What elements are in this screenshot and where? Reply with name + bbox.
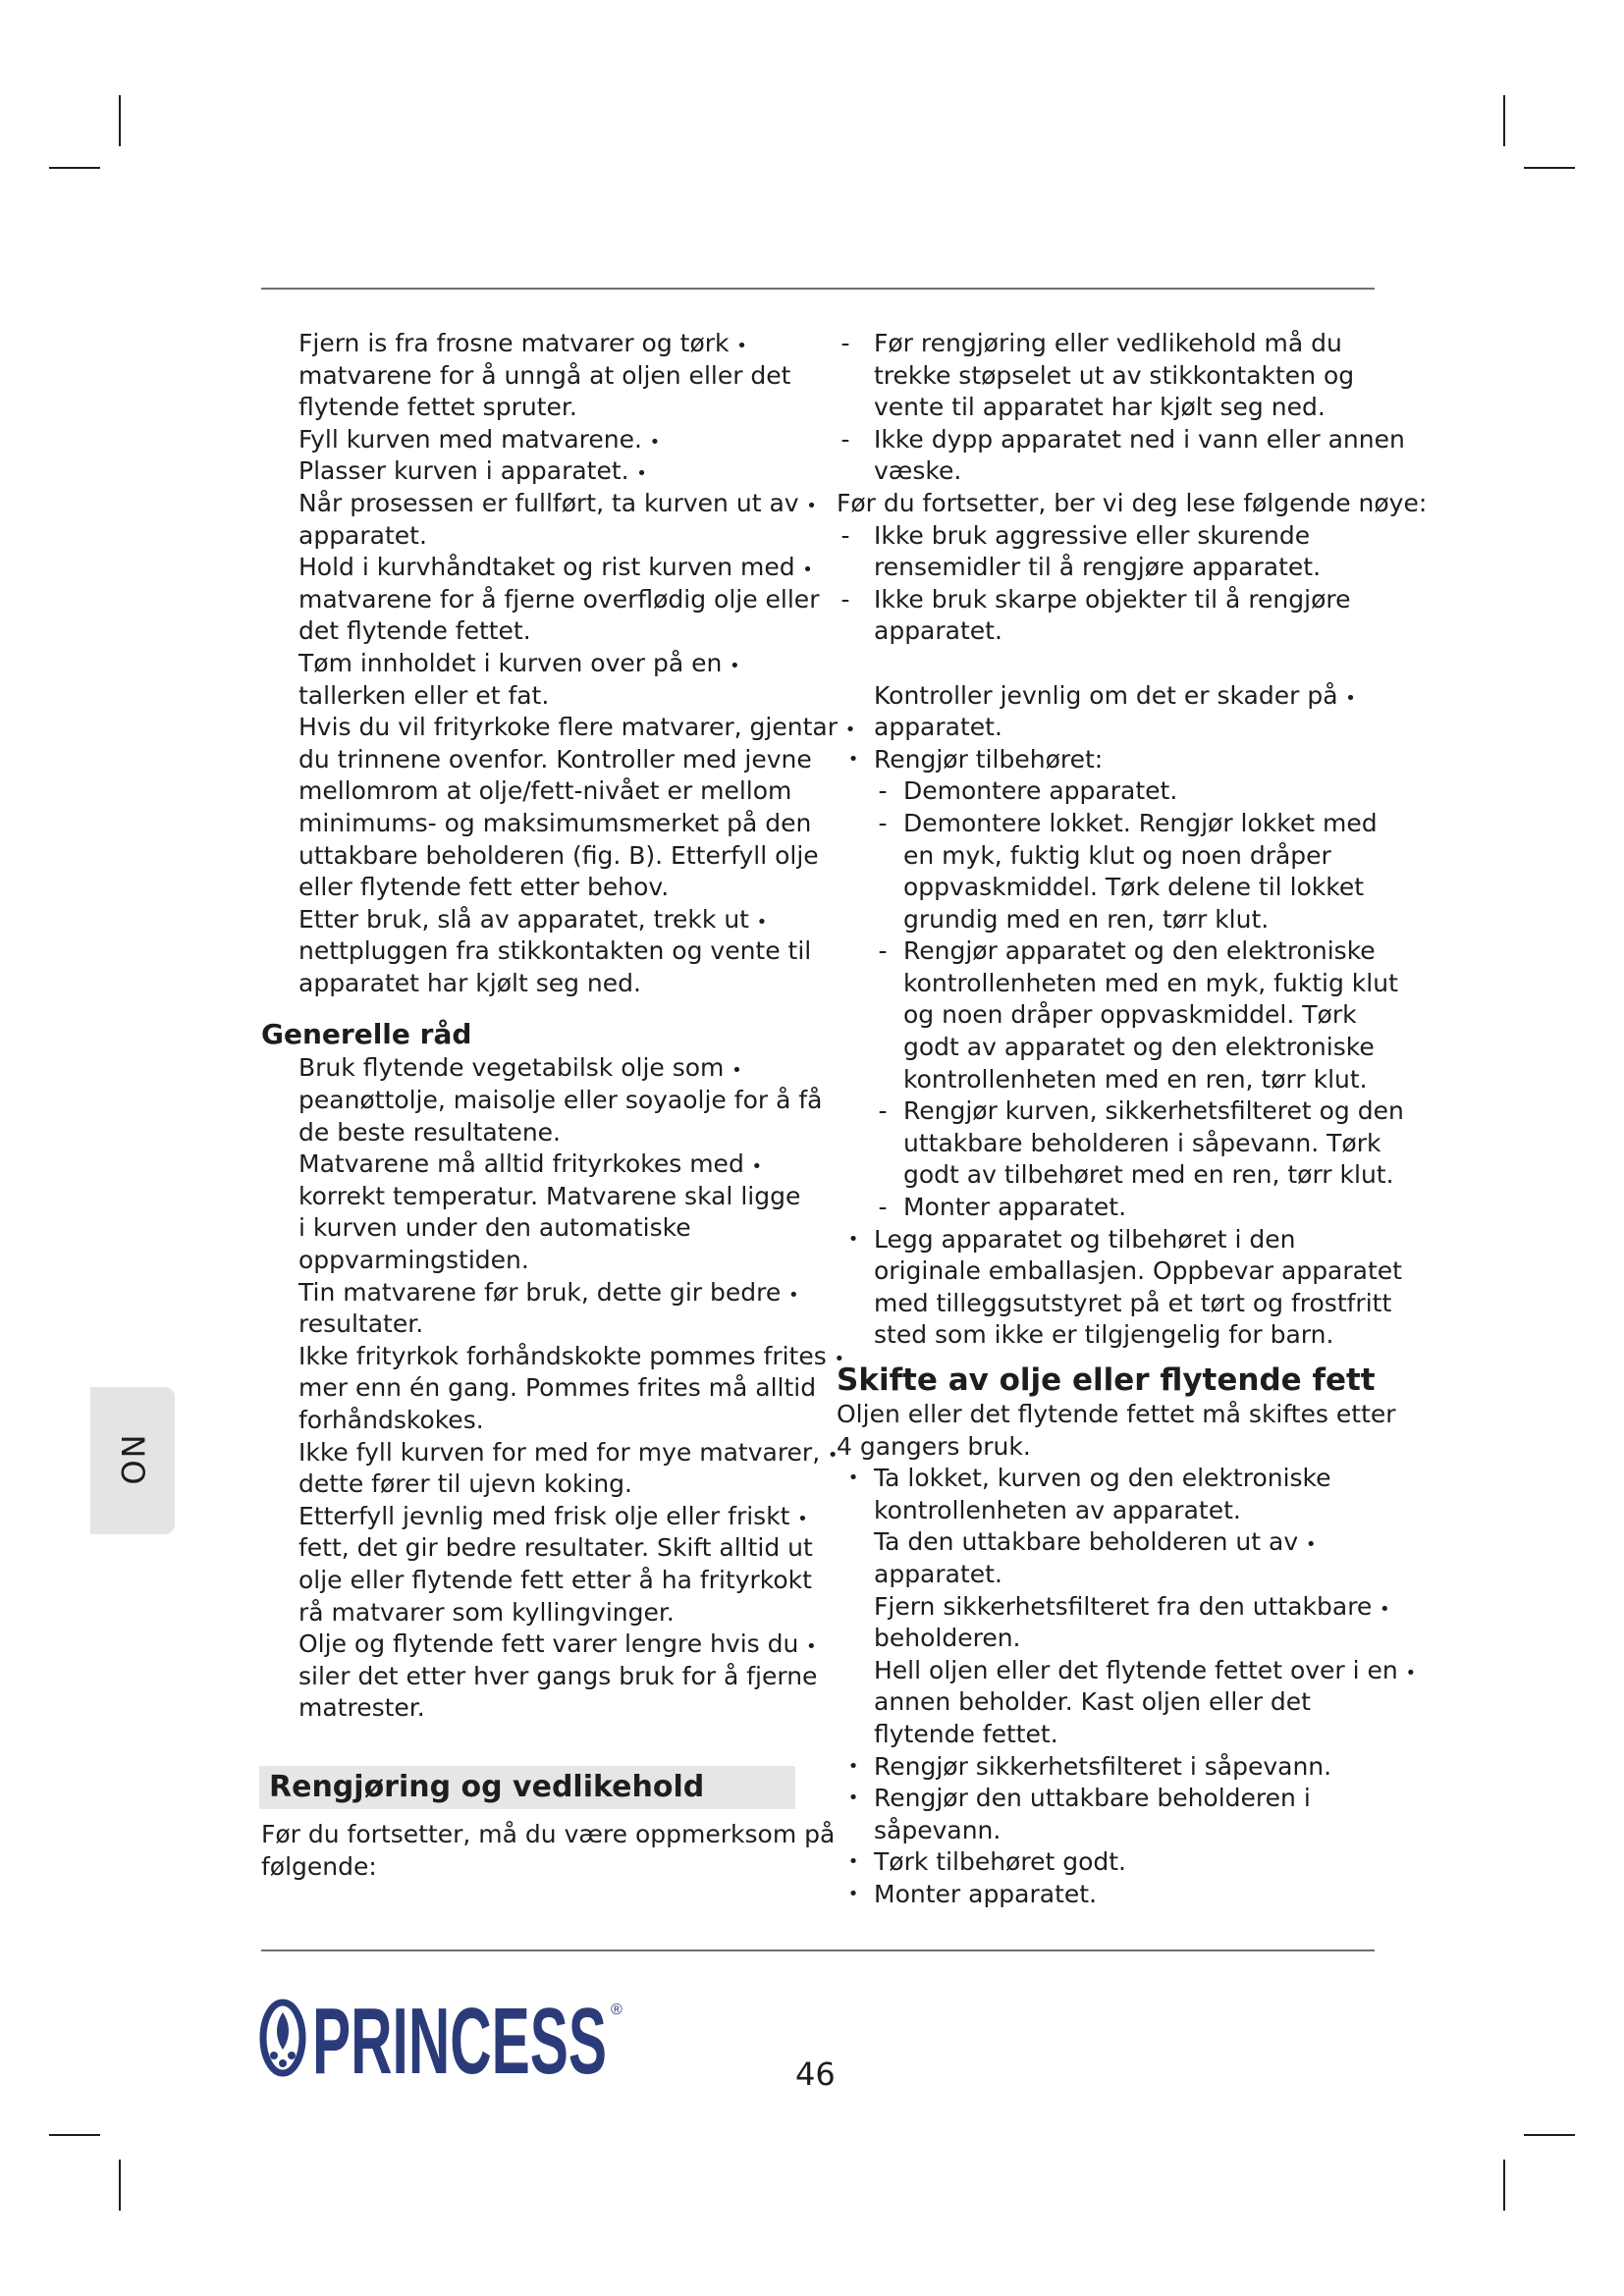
text-line [837,1751,1386,1784]
line-text: du trinnene ovenfor. Kontroller med jevne [298,744,812,774]
text-line [837,1559,1386,1591]
text-line [261,1085,823,1117]
line-text: Legg apparatet og tilbehøret i den [874,1224,1296,1254]
text-line [837,1288,1392,1320]
line-text: eller flytende fett etter behov. [298,873,670,902]
bullet-marker: • [736,336,747,356]
crop-mark [1524,2134,1575,2136]
crop-mark [119,2160,121,2211]
text-line [261,648,823,680]
top-rule [261,288,1375,290]
line-text: fett, det gir bedre resultater. Skift alltid ut [298,1533,813,1563]
line-text: Rengjør den uttakbare beholderen i [874,1784,1311,1813]
line-text: Ikke fyll kurven for med for mye matvarer, [298,1437,821,1467]
line-text: 4 gangers bruk. [837,1431,1031,1461]
line-text: Matvarene må alltid frityrkokes med [298,1149,744,1179]
text-line [837,1032,1386,1064]
line-text: oppvarmingstiden. [298,1246,529,1275]
text-line [837,1495,1386,1527]
dash-marker: - [840,584,850,614]
line-text: Hell oljen eller det flytende fettet over i en [874,1655,1398,1684]
care-list [837,680,1404,1352]
text-line [261,1052,823,1085]
text-line [837,935,1386,968]
text-line [261,968,823,1000]
line-text: mer enn én gang. Pommes frites må alltid [298,1373,817,1403]
spacer [837,648,1386,680]
text-line [261,1277,823,1309]
brand-wordmark: PRINCESS [312,1989,607,2085]
text-line [837,1159,1394,1192]
text-line [837,1783,1386,1815]
instructions-list [261,328,856,999]
text-line [261,1597,823,1629]
crop-mark [49,167,100,169]
line-text: oppvaskmiddel. Tørk delene til lokket [903,873,1365,902]
line-text: Kontroller jevnlig om det er skader på [874,680,1338,710]
line-text: sted som ikke er tilgjengelig for barn. [874,1320,1334,1350]
line-text: kontrollenheten med en myk, fuktig klut [903,968,1398,997]
line-text: Bruk flytende vegetabilsk olje som [298,1053,725,1083]
line-text: flytende fettet spruter. [298,393,577,422]
text-line [837,744,1386,776]
line-text: Tøm innholdet i kurven over på en [298,648,723,677]
dash-marker: - [878,808,888,837]
bullet-marker: • [636,463,647,485]
general-advice-list [261,1052,845,1724]
text-line [837,1526,1386,1559]
text-line [837,712,1386,744]
line-text: trekke støpselet ut av stikkontakten og [874,360,1355,390]
line-text: annen beholder. Kast oljen eller det [874,1687,1311,1717]
text-line [261,775,823,808]
text-line [261,1245,823,1277]
line-text: følgende: [261,1851,377,1881]
line-text: matvarene for å unngå at oljen eller det [298,360,791,390]
text-line [261,520,823,553]
text-line [261,744,823,776]
line-text: Ikke bruk aggressive eller skurende [874,520,1311,550]
text-line [261,1308,823,1341]
bottom-rule [261,1949,1375,1951]
text-line [837,1095,1404,1128]
text-line [261,328,823,360]
registered-mark: ® [611,2002,623,2018]
line-text: apparatet. [874,1559,1002,1588]
line-text: Før du fortsetter, må du være oppmerksom på [261,1819,836,1848]
line-text: Hvis du vil frityrkoke flere matvarer, gjentar [298,713,838,742]
line-text: apparatet. [298,520,427,550]
line-text: apparatet. [874,713,1002,742]
text-line [261,1851,823,1884]
dash-marker: - [878,776,888,806]
princess-logo [257,1987,630,2085]
text-line [837,1463,1386,1495]
line-text: rå matvarer som kyllingvinger. [298,1597,675,1627]
line-text: peanøttolje, maisolje eller soyaolje for å få [298,1086,823,1115]
left-column [261,328,856,1883]
dash-marker: - [840,329,850,357]
line-text: Plasser kurven i apparatet. [298,456,629,486]
crop-mark [1524,167,1575,169]
text-line [261,392,823,424]
text-line [261,680,823,713]
line-text: godt av apparatet og den elektroniske [903,1033,1375,1062]
oil-change-intro [837,1399,1396,1463]
text-line [837,615,1386,648]
text-line [261,712,856,744]
line-text: flytende fettet. [874,1719,1058,1748]
text-line [261,1372,823,1405]
bullet-marker: • [827,1444,839,1466]
text-line [261,1629,823,1661]
bullet-marker: • [751,1156,763,1178]
line-text: mellomrom at olje/fett-nivået er mellom [298,776,792,806]
text-line [837,1399,1396,1431]
bullet-marker: • [847,1851,859,1873]
bullet-marker: • [847,1883,859,1904]
line-text: Monter apparatet. [874,1879,1098,1908]
line-text: uttakbare beholderen i såpevann. Tørk [903,1128,1381,1157]
line-text: Oljen eller det flytende fettet må skiftes etter [837,1400,1396,1428]
line-text: matvarene for å fjerne overflødig olje eller [298,584,820,614]
line-text: de beste resultatene. [298,1117,562,1147]
line-text: Tin matvarene før bruk, dette gir bedre [298,1277,782,1307]
line-text: Ikke dypp apparatet ned i vann eller annen [874,424,1405,454]
text-line [837,1686,1386,1719]
text-line [837,328,1386,360]
cleaning-intro [261,1819,836,1883]
text-line [261,424,823,456]
bullet-marker: • [756,911,768,933]
bullet-marker: • [844,720,856,741]
text-line [261,455,823,488]
text-line [837,1431,1386,1464]
page-number: 46 [795,2056,836,2093]
dash-marker: - [878,936,888,966]
line-text: Demontere apparatet. [903,776,1178,806]
text-line [261,584,823,616]
dash-marker: - [878,1193,888,1222]
line-text: Ta den uttakbare beholderen ut av [874,1527,1299,1557]
line-text: Tørk tilbehøret godt. [874,1847,1126,1877]
text-line [837,1623,1386,1655]
bullet-marker: • [806,495,817,516]
bullet-marker: • [802,560,813,581]
line-text: forhåndskokes. [298,1406,484,1434]
text-line [261,840,823,873]
text-line [837,1846,1386,1879]
line-text: Etterfyll jevnlig med frisk olje eller friskt [298,1501,790,1530]
text-line [837,808,1386,840]
bullet-marker: • [847,1755,859,1777]
text-line [261,1405,823,1437]
line-text: nettpluggen fra stikkontakten og vente til [298,936,812,966]
text-line [837,1655,1417,1687]
bullet-marker: • [1345,687,1356,709]
line-text: det flytende fettet. [298,616,531,646]
line-text: beholderen. [874,1624,1021,1653]
dash-marker: - [840,520,850,550]
line-text: rensemidler til å rengjøre apparatet. [874,553,1322,582]
line-text: Monter apparatet. [903,1193,1127,1222]
text-line [261,1148,823,1181]
text-line [261,1341,845,1373]
text-line [837,360,1386,393]
line-text: Hold i kurvhåndtaket og rist kurven med [298,553,795,582]
line-text: Rengjør kurven, sikkerhetsfilteret og den [903,1096,1404,1126]
bullet-marker: • [797,1508,808,1529]
language-tab [90,1387,175,1534]
language-tab-label: NO [114,1434,151,1487]
line-text: vente til apparatet har kjølt seg ned. [874,393,1326,422]
heading-cleaning: Rengjøring og vedlikehold [259,1766,795,1809]
text-line [837,1255,1402,1288]
text-line [261,1532,823,1565]
bullet-marker: • [1405,1662,1417,1683]
text-line [261,1661,823,1693]
line-text: resultater. [298,1309,424,1339]
line-text: Rengjør apparatet og den elektroniske [903,936,1376,966]
text-line [261,1468,823,1501]
line-text: Ikke bruk skarpe objekter til å rengjøre [874,584,1351,614]
text-line [837,392,1386,424]
bullet-marker: • [730,655,740,676]
line-text: Rengjør tilbehøret: [874,744,1104,774]
right-column [837,328,1428,1911]
line-text: og noen dråper oppvaskmiddel. Tørk [903,1000,1357,1030]
text-line [261,552,823,584]
line-text: Når prosessen er fullført, ta kurven ut av [298,488,799,517]
line-text: Etter bruk, slå av apparatet, trekk ut [298,904,749,934]
crop-mark [119,95,121,146]
text-line [837,1591,1390,1624]
text-line [837,424,1405,456]
bullet-marker: • [806,1636,817,1658]
text-line [837,1128,1386,1160]
text-line [837,904,1386,936]
bullet-marker: • [847,1788,859,1809]
bullet-marker: • [1380,1598,1390,1620]
text-line [261,615,823,648]
line-text: originale emballasjen. Oppbevar apparatet [874,1256,1402,1286]
text-line [837,872,1386,904]
line-text: Fyll kurven med matvarene. [298,424,642,454]
text-line [261,1692,823,1725]
bullet-marker: • [847,1228,859,1250]
text-line [837,520,1386,553]
oil-change-list [837,1463,1417,1910]
line-text: Rengjør sikkerhetsfilteret i såpevann. [874,1751,1332,1781]
bullet-marker: • [834,1348,845,1369]
text-line [261,488,823,520]
line-text: matrester. [298,1693,425,1723]
line-text: siler det etter hver gangs bruk for å fjerne [298,1661,818,1690]
line-text: Fjern is fra frosne matvarer og tørk [298,329,730,357]
bullet-marker: • [731,1060,742,1082]
line-text: væske. [874,456,962,486]
line-text: godt av tilbehøret med en ren, tørr klut. [903,1160,1394,1190]
line-text: uttakbare beholderen (fig. B). Etterfyll olje [298,840,819,870]
bullet-marker: • [649,431,661,453]
line-text: en myk, fuktig klut og noen dråper [903,840,1331,870]
text-line [837,999,1386,1032]
bullet-marker: • [847,748,859,770]
text-line [261,360,823,393]
crown-emblem-icon [263,2002,302,2073]
line-text: korrekt temperatur. Matvarene skal ligge [298,1181,801,1210]
line-text: i kurven under den automatiske [298,1213,691,1243]
text-line [261,1181,823,1213]
line-text: apparatet. [874,616,1002,646]
text-line [837,1064,1386,1096]
line-text: Ta lokket, kurven og den elektroniske [874,1464,1331,1493]
line-text: grundig med en ren, tørr klut. [903,904,1270,934]
text-line [837,1815,1386,1847]
line-text: Før du fortsetter, ber vi deg lese følgende nøye: [837,488,1428,517]
text-line [837,1224,1386,1256]
line-text: Demontere lokket. Rengjør lokket med [903,808,1378,837]
heading-oil-change: Skifte av olje eller flytende fett [837,1362,1376,1398]
line-text: apparatet har kjølt seg ned. [298,968,641,997]
bullet-marker: • [847,1468,859,1489]
text-line [837,1192,1386,1224]
text-line [261,1565,823,1597]
text-line [837,1879,1386,1911]
crop-mark [1503,2160,1505,2211]
text-line [261,1819,836,1851]
text-line [837,488,1428,520]
text-line [261,1212,823,1245]
crop-mark [1503,95,1505,146]
text-line [261,1437,839,1469]
text-line [837,584,1386,616]
line-text: kontrollenheten med en ren, tørr klut. [903,1064,1368,1094]
text-line [837,840,1386,873]
dash-marker: - [878,1096,888,1126]
line-text: tallerken eller et fat. [298,680,550,710]
text-line [261,808,823,840]
text-line [261,1501,823,1533]
text-line [837,552,1386,584]
text-line [837,455,1386,488]
line-text: Før rengjøring eller vedlikehold må du [874,329,1342,357]
text-line [261,1117,823,1149]
line-text: dette fører til ujevn koking. [298,1469,632,1499]
heading-general-advice: Generelle råd [261,1018,472,1051]
text-line [837,1719,1386,1751]
line-text: kontrollenheten av apparatet. [874,1495,1241,1524]
cleaning-warnings-list [837,328,1428,648]
bullet-marker: • [1305,1534,1317,1556]
text-line [837,680,1386,713]
line-text: med tilleggsutstyret på et tørt og frostfritt [874,1288,1392,1317]
text-line [837,1319,1386,1352]
bullet-marker: • [787,1284,799,1306]
text-line [837,775,1386,808]
text-line [837,968,1398,1000]
text-line [261,904,823,936]
text-line [261,872,823,904]
line-text: Ikke frityrkok forhåndskokte pommes frites [298,1341,827,1370]
line-text: Fjern sikkerhetsfilteret fra den uttakbare [874,1591,1373,1621]
crop-mark [49,2134,100,2136]
line-text: Olje og flytende fett varer lengre hvis du [298,1629,799,1659]
dash-marker: - [840,424,850,454]
text-line [261,935,823,968]
line-text: minimums- og maksimumsmerket på den [298,808,812,837]
line-text: olje eller flytende fett etter å ha frityrkokt [298,1565,812,1594]
line-text: såpevann. [874,1815,1001,1844]
